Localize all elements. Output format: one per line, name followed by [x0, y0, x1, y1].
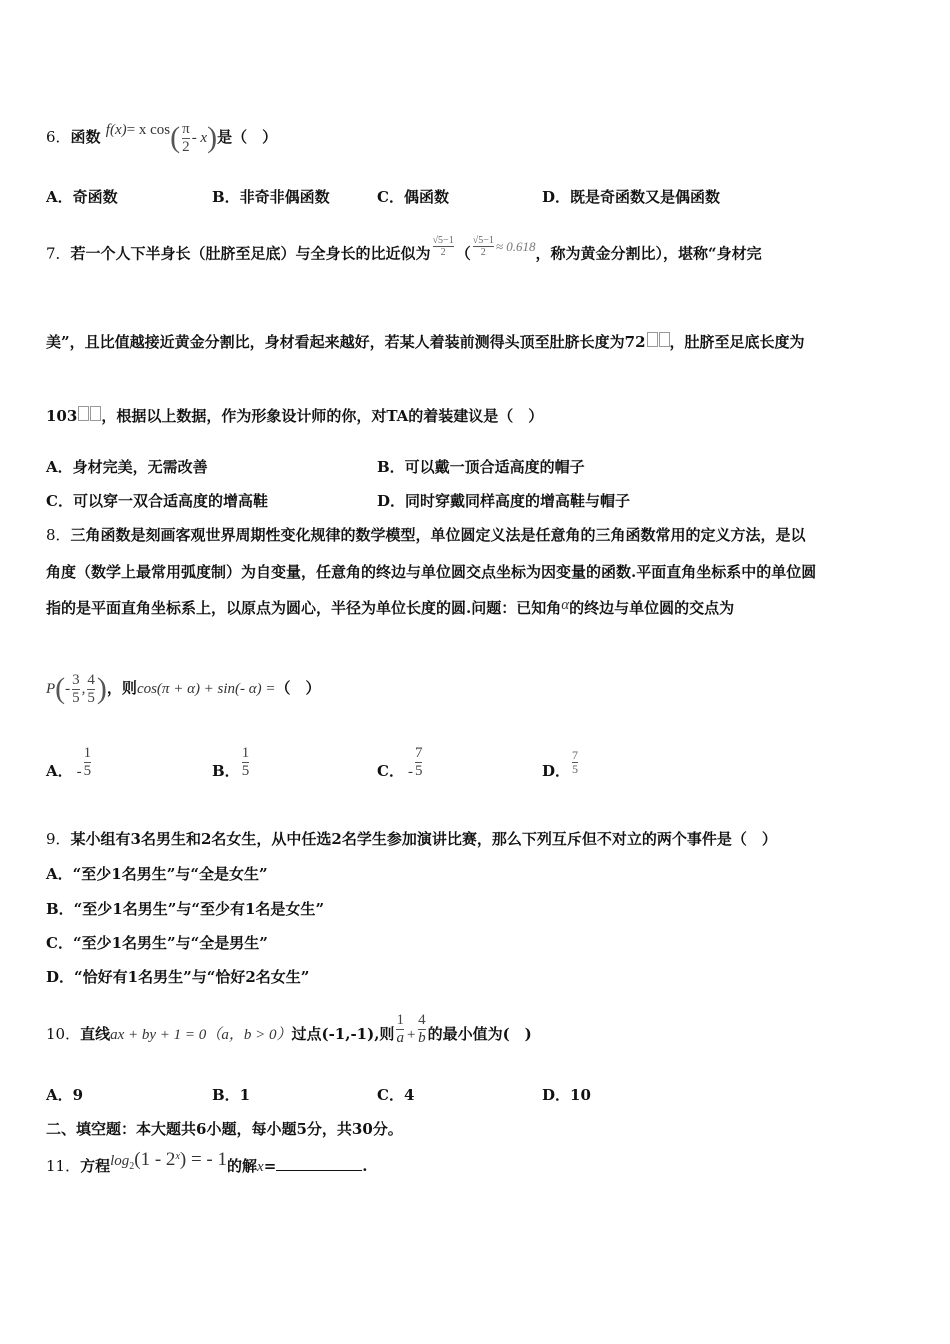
q8-option-c[interactable]: C． - $\frac{7}{5}$ [377, 744, 423, 780]
missing-glyph-icon [659, 332, 670, 347]
q7-option-a[interactable]: A．身材完美，无需改善 [46, 458, 208, 476]
q10-number: 10． [46, 1025, 81, 1043]
q6-option-a[interactable]: A．奇函数 [46, 188, 118, 206]
q8-alpha: α [561, 597, 570, 613]
q7-text-1: 若一个人下半身长（肚脐至足底）与全身长的比近似为 [70, 244, 431, 263]
q11-equation: $\log_2(1 - 2^x)$ = - 1 [110, 1149, 228, 1172]
q9-option-c[interactable]: C．“至少1名男生”与“全是男生” [46, 934, 268, 952]
q6-option-b[interactable]: B．非奇非偶函数 [212, 188, 330, 206]
q11-number: 11． [46, 1157, 81, 1175]
q8-text-1: 三角函数是刻画客观世界周期性变化规律的数学模型，单位圆定义法是任意角的三角函数常用的定义方法，是以 [70, 526, 806, 544]
question-8-line-4 [46, 660, 910, 716]
question-6 [46, 112, 910, 162]
q7-text-3: 美”，且比值越接近黄金分割比，身材看起来越好，若某人着装前测得头顶至肚脐长度为72 [46, 333, 646, 351]
q10-cond-b: b > 0 [243, 1027, 277, 1043]
q8-option-a[interactable]: A． - $\frac{1}{5}$ [46, 744, 92, 780]
q8-option-b[interactable]: B． $\frac{1}{5}$ [212, 744, 250, 780]
q10-cond-a: a [221, 1027, 229, 1043]
q10-text-2: 过点(-1,-1),则 [291, 1025, 395, 1043]
q11-x-var: x [257, 1159, 264, 1175]
q9-text: 某小组有3名男生和2名女生，从中任选2名学生参加演讲比赛，那么下列互斥但不对立的两个事件是（ ） [70, 830, 777, 848]
q7-golden-fraction-2: $\frac{√5-1}{2}$ [472, 235, 494, 258]
q7-option-d[interactable]: D．同时穿戴同样高度的增高鞋与帽子 [377, 492, 631, 510]
section-2-heading: 二、填空题：本大题共6小题，每小题5分，共30分。 [46, 1120, 403, 1138]
question-11 [46, 1148, 910, 1178]
q10-text-3: 的最小值为( ) [427, 1025, 532, 1043]
q8-point-p: P [46, 681, 56, 697]
question-9 [46, 829, 910, 849]
q7-approx-value: ≈ 0.618 [495, 238, 536, 254]
q8-number: 8． [46, 526, 71, 544]
q7-option-b[interactable]: B．可以戴一顶合适高度的帽子 [377, 458, 585, 476]
q6-fraction: $\frac{\pi}{2}$ [182, 120, 190, 155]
q10-option-c[interactable]: C．4 [377, 1086, 415, 1104]
q10-cond-open: （ [206, 1027, 222, 1043]
q7-golden-fraction: $\frac{√5-1}{2}$ [432, 235, 454, 258]
question-8-line-2 [46, 562, 910, 582]
q8-comma: , [81, 681, 86, 697]
q10-frac-1: $\frac{1}{a}$ [396, 1011, 404, 1046]
q6-minus-x: - x [191, 130, 208, 146]
q7-text-4b: ，根据以上数据，作为形象设计师的你，对TA的着装建议是（ ） [101, 407, 544, 425]
q6-number: 6． [46, 128, 71, 146]
q8-text-4a: ，则 [106, 679, 137, 697]
q7-option-c[interactable]: C．可以穿一双合适高度的增高鞋 [46, 492, 268, 510]
q6-left-paren: ( [170, 121, 181, 154]
q10-option-b[interactable]: B．1 [212, 1086, 251, 1104]
q10-text-1: 直线 [80, 1025, 111, 1043]
q8-option-d[interactable]: D． $\frac{7}{5}$ [542, 747, 579, 780]
question-7-line-3 [46, 406, 910, 426]
q11-text-3: = [263, 1157, 277, 1175]
q10-frac-2: $\frac{4}{b}$ [418, 1011, 426, 1046]
q7-text-4a: 103 [46, 407, 78, 425]
q8-left-paren: ( [55, 672, 66, 705]
q11-text-1: 方程 [80, 1157, 111, 1175]
q7-text-2: ，称为黄金分割比），堪称“身材完 [535, 244, 762, 263]
q8-text-4b: （ ） [275, 679, 321, 697]
q9-option-b[interactable]: B．“至少1名男生”与“至少有1名是女生” [46, 900, 325, 918]
missing-glyph-icon [647, 332, 658, 347]
q8-text-3a: 指的是平面直角坐标系上，以原点为圆心，半径为单位长度的圆.问题：已知角 [46, 599, 562, 617]
q6-prefix: 函数 [70, 128, 101, 146]
question-7-line-1 [46, 235, 910, 266]
q6-suffix: 是（ ） [217, 128, 278, 146]
q10-option-a[interactable]: A．9 [46, 1086, 84, 1104]
q8-expression: cos(π + α) + sin(- α) = [136, 681, 276, 697]
q10-line-equation: ax + by + 1 = 0 [110, 1027, 207, 1043]
q8-text-3b: 的终边与单位圆的交点为 [569, 599, 735, 617]
q10-cond-close: ） [276, 1027, 292, 1043]
q10-option-d[interactable]: D．10 [542, 1086, 591, 1104]
q6-option-c[interactable]: C．偶函数 [377, 188, 449, 206]
q6-option-d[interactable]: D．既是奇函数又是偶函数 [542, 188, 721, 206]
q10-plus: + [405, 1027, 417, 1043]
q8-text-2: 角度（数学上最常用弧度制）为自变量，任意角的终边与单位圆交点坐标为因变量的函数.平面直角坐标系中的单位圆 [46, 563, 817, 581]
missing-glyph-icon [90, 406, 101, 421]
q10-cond-sep: ， [228, 1027, 244, 1043]
question-8-line-3 [46, 598, 910, 619]
q11-text-2: 的解 [227, 1157, 258, 1175]
question-7-line-2 [46, 332, 910, 352]
question-10 [46, 1004, 910, 1060]
q7-paren-open: （ [455, 244, 471, 263]
q11-text-4: . [362, 1157, 368, 1175]
q6-right-paren: ) [207, 121, 218, 154]
q6-function: f(x)= x cos [105, 122, 171, 138]
q9-number: 9． [46, 830, 71, 848]
q9-option-d[interactable]: D．“恰好有1名男生”与“恰好2名女生” [46, 968, 310, 986]
q9-option-a[interactable]: A．“至少1名男生”与“全是女生” [46, 865, 268, 883]
q11-answer-blank[interactable] [276, 1156, 362, 1171]
q8-minus: - [65, 681, 71, 697]
q7-text-3b: ，肚脐至足底长度为 [669, 333, 805, 351]
q8-right-paren: ) [96, 672, 107, 705]
missing-glyph-icon [78, 406, 89, 421]
q7-number: 7． [46, 244, 71, 263]
question-8-line-1 [46, 525, 910, 545]
q8-frac-x: $\frac{3}{5}$ [72, 671, 80, 706]
q8-frac-y: $\frac{4}{5}$ [87, 671, 95, 706]
